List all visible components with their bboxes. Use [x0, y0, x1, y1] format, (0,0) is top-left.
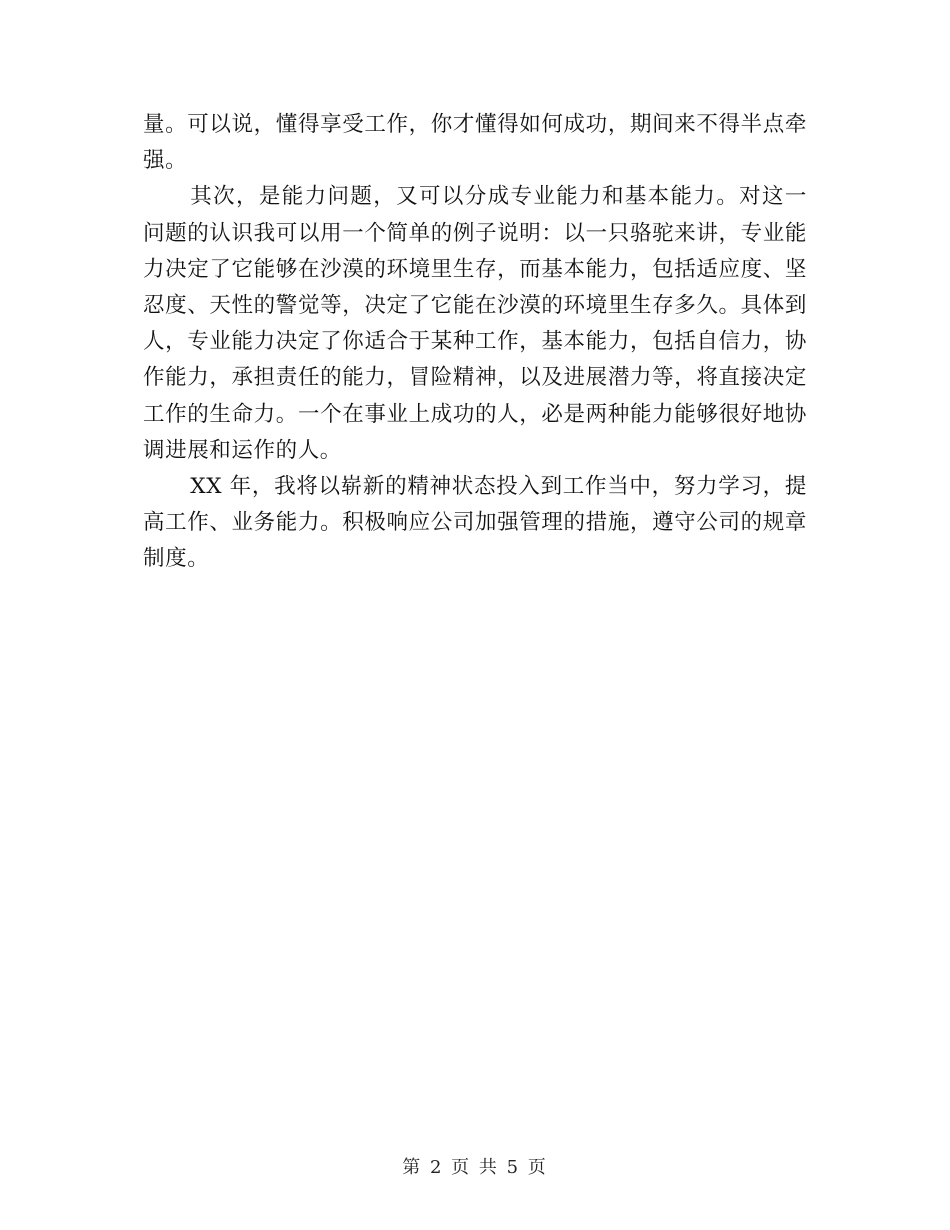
document-body — [143, 107, 807, 578]
paragraph-ability: 其次，是能力问题，又可以分成专业能力和基本能力。对这一问题的认识我可以用一个简单的例子说明：以一只骆驼来讲，专业能力决定了它能够在沙漠的环境里生存，而基本能力，包括适应度、坚忍度、天性的警觉等，决定了它能在沙漠的环境里生存多久。具体到人，专业能力决定了你适合于某种工作，基本能力，包括自信力，协作能力，承担责任的能力，冒险精神，以及进展潜力等，将直接决定工作的生命力。一个在事业上成功的人，必是两种能力能够很好地协调进展和运作的人。 — [143, 184, 807, 463]
paragraph-plan: XX 年，我将以崭新的精神状态投入到工作当中，努力学习，提高工作、业务能力。积极响应公司加强管理的措施，遵守公司的规章制度。 — [143, 474, 807, 572]
paragraph-continuation: 量。可以说，懂得享受工作，你才懂得如何成功，期间来不得半点牵强。 — [143, 112, 807, 174]
page-number-footer: 第 2 页 共 5 页 — [402, 1157, 548, 1178]
